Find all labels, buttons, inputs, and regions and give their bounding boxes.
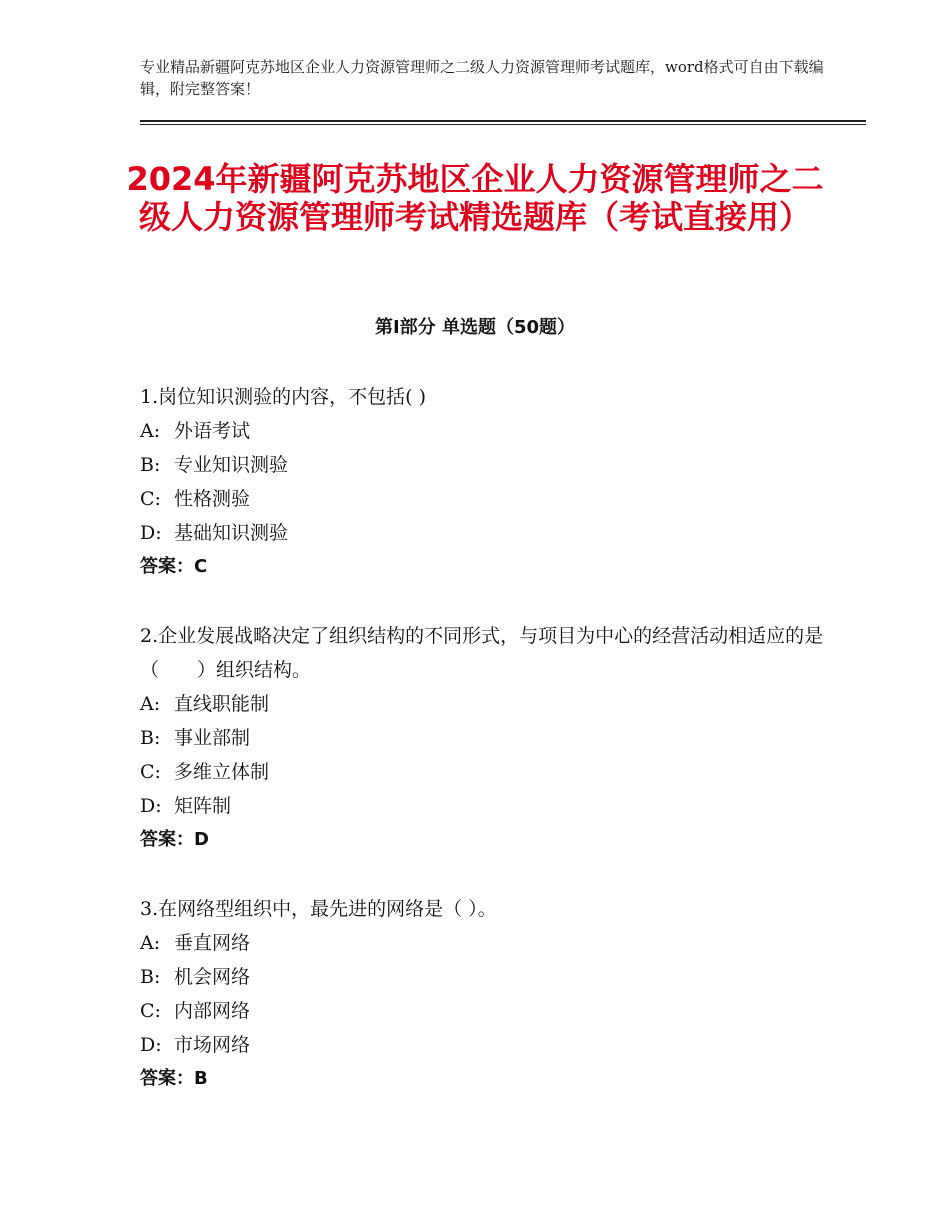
option-text: 专业知识测验 [174, 454, 289, 476]
option-text: 多维立体制 [174, 761, 270, 783]
option-text: 基础知识测验 [174, 522, 289, 544]
option-d [140, 516, 830, 550]
option-letter: C: [140, 488, 161, 510]
option-letter: B: [140, 454, 161, 476]
option-a [140, 414, 830, 448]
option-letter: A: [140, 693, 161, 715]
option-a [140, 687, 830, 721]
option-c [140, 755, 830, 789]
option-letter: D: [140, 522, 162, 544]
option-text: 事业部制 [174, 727, 251, 749]
section-title: 第Ⅰ部分 单选题（50题） [374, 317, 575, 338]
option-letter: A: [140, 420, 161, 442]
option-letter: A: [140, 932, 161, 954]
option-letter: B: [140, 727, 161, 749]
option-letter: C: [140, 1000, 161, 1022]
option-a [140, 926, 830, 960]
answer-label: 答案：D [140, 829, 209, 850]
option-text: 垂直网络 [174, 932, 251, 954]
option-letter: D: [140, 795, 162, 817]
question-stem: 1.岗位知识测验的内容，不包括( ) [140, 386, 426, 408]
question-3 [140, 892, 830, 1096]
header-divider [140, 120, 866, 125]
question-1 [140, 380, 830, 584]
option-text: 内部网络 [174, 1000, 251, 1022]
question-2 [140, 619, 830, 857]
option-d [140, 789, 830, 823]
option-b [140, 721, 830, 755]
option-letter: B: [140, 966, 161, 988]
option-text: 市场网络 [174, 1034, 251, 1056]
divider-thick-line [140, 120, 866, 122]
option-letter: D: [140, 1034, 162, 1056]
option-text: 矩阵制 [174, 795, 232, 817]
option-b [140, 448, 830, 482]
header-note: 专业精品新疆阿克苏地区企业人力资源管理师之二级人力资源管理师考试题库，word格式可自由下载编辑，附完整答案！ [140, 58, 824, 98]
option-text: 外语考试 [174, 420, 251, 442]
answer-label: 答案：C [140, 556, 208, 577]
option-c [140, 482, 830, 516]
option-letter: C: [140, 761, 161, 783]
option-text: 直线职能制 [174, 693, 270, 715]
option-d [140, 1028, 830, 1062]
option-text: 性格测验 [174, 488, 251, 510]
option-b [140, 960, 830, 994]
document-title: 2024年新疆阿克苏地区企业人力资源管理师之二级人力资源管理师考试精选题库（考试直接用） [126, 160, 824, 236]
divider-thin-line [140, 124, 866, 125]
option-text: 机会网络 [174, 966, 251, 988]
question-stem: 3.在网络型组织中，最先进的网络是（ ）。 [140, 898, 497, 920]
answer-label: 答案：B [140, 1068, 208, 1089]
option-c [140, 994, 830, 1028]
question-stem: 2.企业发展战略决定了组织结构的不同形式，与项目为中心的经营活动相适应的是（ ）组织结构。 [140, 625, 824, 681]
